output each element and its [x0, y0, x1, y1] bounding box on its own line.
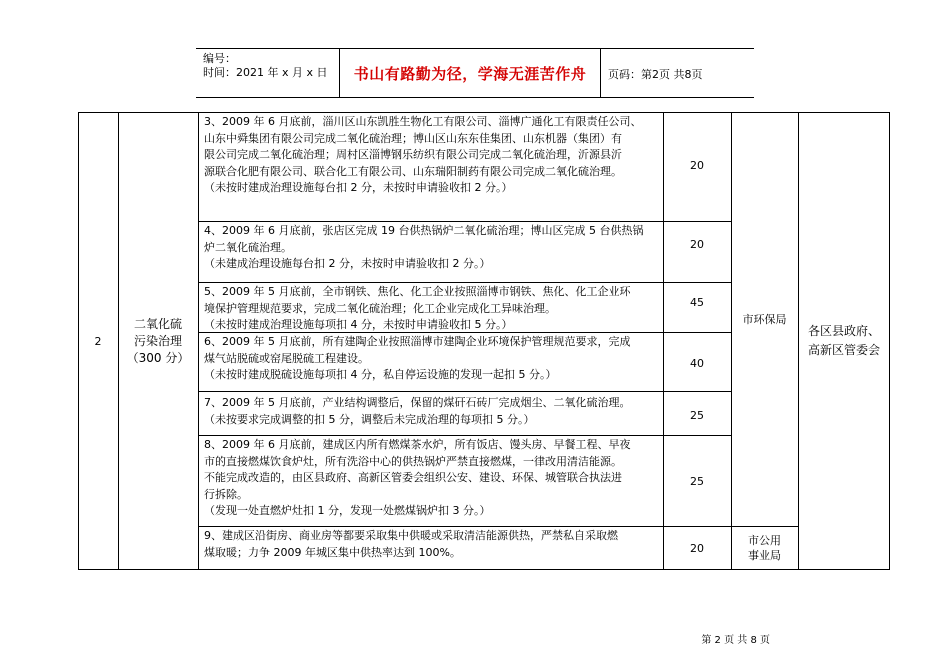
item-line: 炉二氧化硫治理。 [204, 240, 292, 254]
item-line: 7、2009 年 5 月底前，产业结构调整后，保留的煤矸石砖厂完成烟尘、二氧化硫治理。 [204, 396, 631, 409]
item-score: 20 [690, 542, 704, 555]
item-line: 源联合化肥有限公司、联合化工有限公司、山东瑞阳制药有限公司完成二氧化硫治理。 [204, 164, 622, 178]
item-score: 25 [690, 475, 704, 488]
department-cell [731, 112, 798, 526]
item-line: 9、建成区沿街房、商业房等都要采取集中供暖或采取清洁能源供热，严禁私自采取燃 [204, 529, 618, 542]
category-cell [118, 112, 198, 570]
item-line: （发现一处直燃炉灶扣 1 分，发现一处燃煤锅炉扣 3 分。） [204, 504, 491, 517]
department-name: 事业局 [748, 549, 781, 562]
number-label: 编号： [203, 52, 236, 65]
item-score: 20 [690, 238, 704, 251]
row-number-cell [78, 112, 118, 570]
responsible-unit: 各区县政府、高新区管委会 [807, 324, 880, 357]
category-line: 污染治理 [133, 333, 182, 348]
item-text [204, 284, 630, 334]
responsible-cell [798, 112, 890, 570]
item-line: （未按时建成治理设施每台扣 2 分，未按时申请验收扣 2 分。） [204, 181, 513, 194]
assessment-table [78, 112, 890, 570]
page-footer: 第 2 页 共 8 页 [701, 635, 770, 646]
item-line: 8、2009 年 6 月底前，建成区内所有燃煤茶水炉，所有饭店、馒头房、早餐工程、早夜 [204, 438, 631, 451]
item-score: 40 [690, 357, 704, 370]
department-name: 市环保局 [742, 312, 787, 326]
item-line: 煤气站脱硫或窑尾脱硫工程建设。 [204, 351, 369, 365]
item-line: 山东中舜集团有限公司完成二氧化硫治理；博山区山东东佳集团、山东机器（集团）有 [204, 131, 622, 145]
item-line: （未按时建成脱硫设施每项扣 4 分，私自停运设施的发现一起扣 5 分。） [204, 368, 557, 381]
column-divider [198, 112, 199, 570]
header-motto: 书山有路勤为径，学海无涯苦作舟 [353, 65, 587, 83]
column-divider [663, 112, 664, 570]
header-meta [203, 52, 328, 80]
item-text [204, 223, 643, 273]
row-divider [198, 435, 731, 436]
department-cell [731, 526, 798, 570]
item-line: （未按时建成治理设施每项扣 4 分，未按时申请验收扣 5 分。） [204, 318, 513, 331]
item-line: 5、2009 年 5 月底前，全市钢铁、焦化、化工企业按照淄博市钢铁、焦化、化工企业环 [204, 285, 631, 298]
item-text [204, 437, 630, 520]
item-text [204, 334, 630, 384]
item-score: 20 [690, 159, 704, 172]
row-number: 2 [94, 334, 102, 348]
item-line: 限公司完成二氧化硫治理；周村区淄博钢乐纺织有限公司完成二氧化硫治理，沂源县沂 [204, 148, 622, 161]
item-line: 行拆除。 [204, 487, 248, 501]
item-text [204, 395, 630, 428]
item-score: 25 [690, 409, 704, 422]
row-divider [198, 221, 731, 222]
row-divider [198, 282, 731, 283]
row-divider [198, 526, 798, 527]
item-text [204, 528, 618, 561]
item-text [204, 114, 641, 197]
category-line: （300 分） [126, 350, 190, 365]
header-page-info: 页码：第2页 共8页 [608, 68, 703, 81]
item-line: 3、2009 年 6 月底前，淄川区山东凯胜生物化工有限公司、淄博广通化工有限责任公司、 [204, 115, 642, 128]
item-line: 煤取暖；力争 2009 年城区集中供热率达到 100%。 [204, 545, 461, 559]
item-line: 4、2009 年 6 月底前，张店区完成 19 台供热锅炉二氧化硫治理；博山区完成 5 台供热锅 [204, 224, 644, 237]
department-name: 市公用 [748, 534, 781, 547]
category-line: 二氧化硫 [133, 316, 182, 331]
item-line: （未按要求完成调整的扣 5 分，调整后未完成治理的每项扣 5 分。） [204, 412, 535, 426]
row-divider [198, 391, 731, 392]
header-divider [600, 49, 601, 97]
item-line: （未建成治理设施每台扣 2 分，未按时申请验收扣 2 分。） [204, 257, 491, 270]
item-line: 市的直接燃煤饮食炉灶，所有洗浴中心的供热锅炉严禁直接燃煤，一律改用清洁能源。 [204, 454, 622, 468]
item-line: 6、2009 年 5 月底前，所有建陶企业按照淄博市建陶企业环境保护管理规范要求，完成 [204, 335, 631, 348]
page-header [196, 48, 754, 98]
item-line: 不能完成改造的，由区县政府、高新区管委会组织公安、建设、环保、城管联合执法进 [204, 471, 622, 484]
item-score: 45 [690, 296, 704, 309]
time-label: 时间：2021 年 x 月 x 日 [203, 66, 328, 79]
item-line: 境保护管理规范要求，完成二氧化硫治理；化工企业完成化工异味治理。 [204, 301, 556, 315]
